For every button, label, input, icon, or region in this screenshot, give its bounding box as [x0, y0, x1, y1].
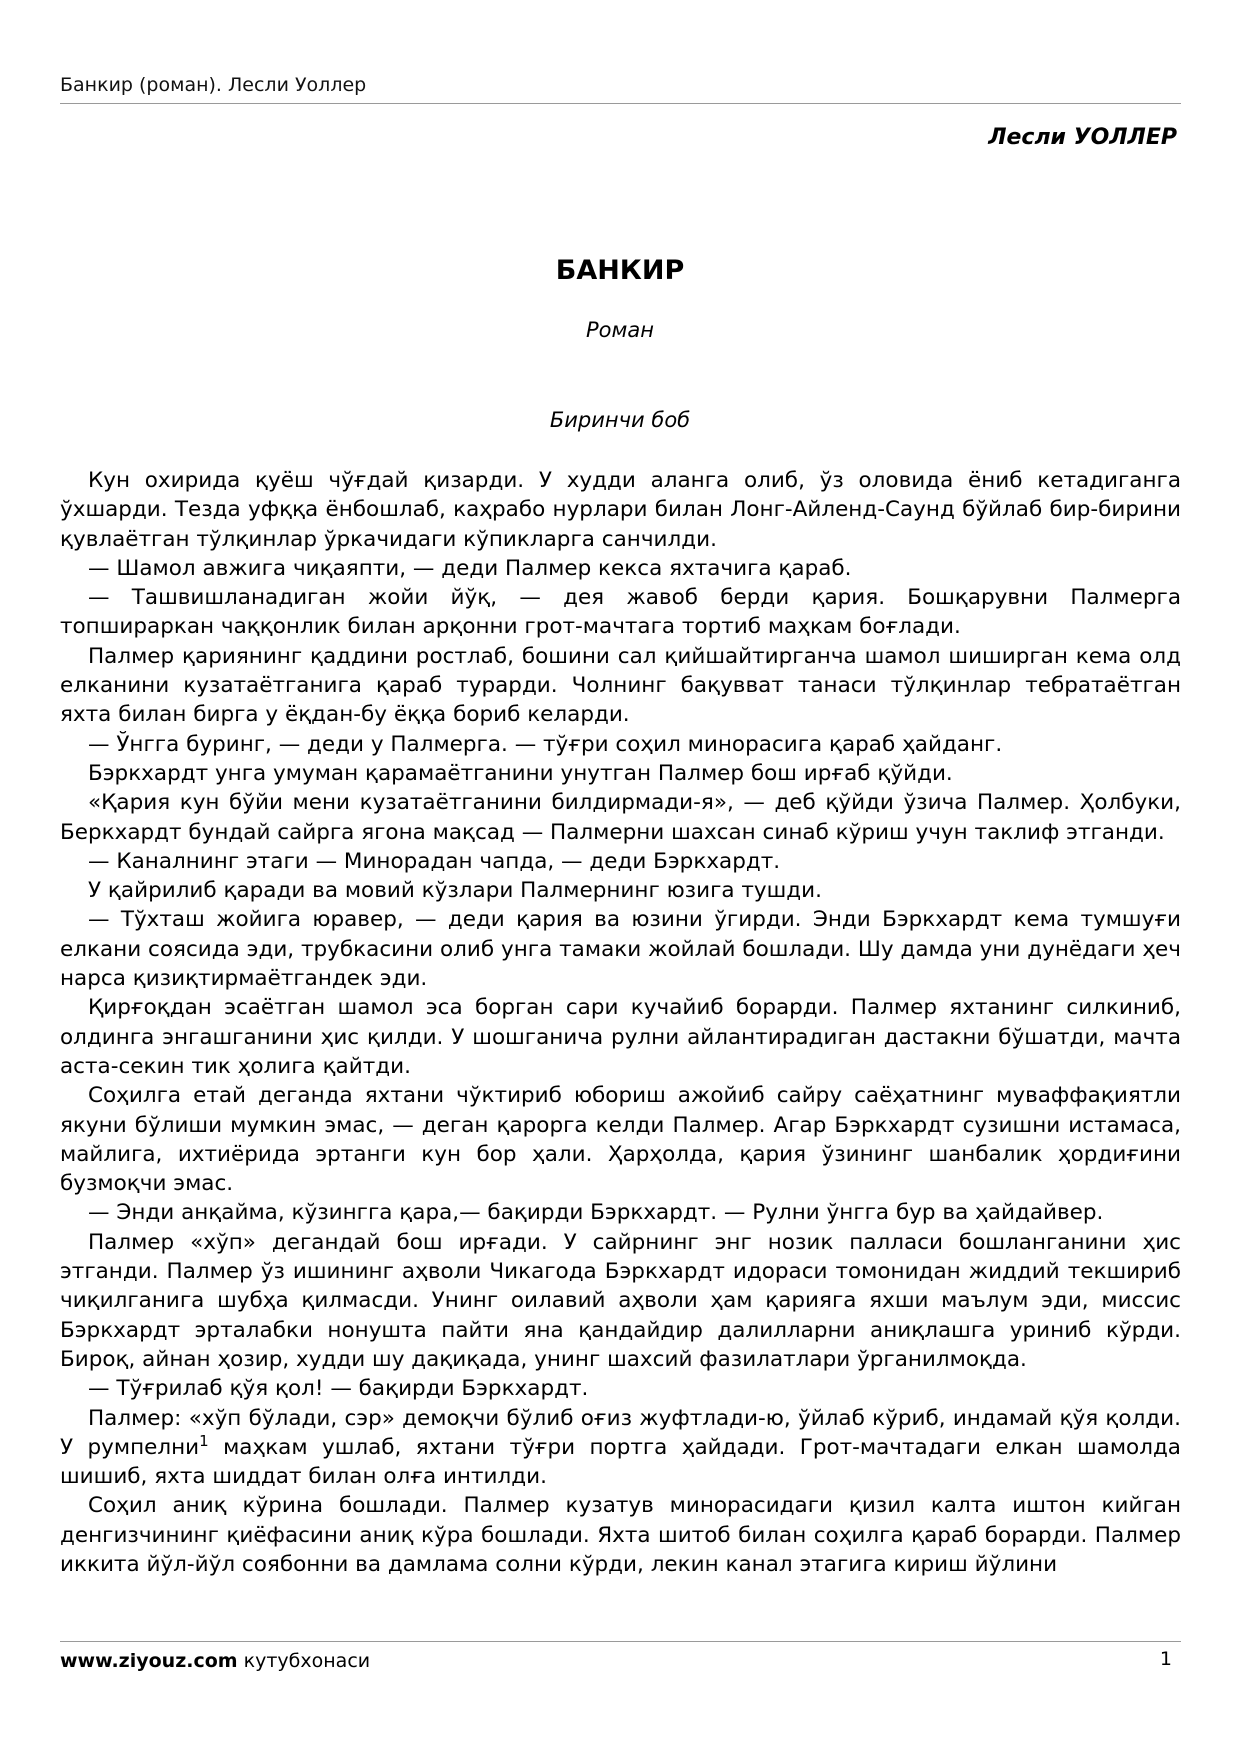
page-number: 1: [1159, 1648, 1172, 1670]
paragraph-with-footnote: [60, 1404, 1181, 1492]
genre-label: Роман: [586, 318, 654, 342]
paragraph: — Тўғрилаб қўя қол! — бақирди Бэркхардт.: [88, 1376, 589, 1402]
paragraph-text: маҳкам ушлаб, яхтани тўғри портга ҳайдади. Грот-мачтадаги елкан шамолда шишиб, яхта шиддат билан олға интилди.: [60, 1434, 1181, 1490]
footnote-mark[interactable]: 1: [199, 1431, 209, 1450]
chapter-heading: Биринчи боб: [549, 408, 691, 432]
paragraph: — Ўнгга буринг, — деди у Палмерга. — тўғри соҳил минорасига қараб ҳайданг.: [88, 731, 1003, 757]
paragraph: Кун охирида қуёш чўғдай қизарди. У худди аланга олиб, ўз оловида ёниб кетадиганга ўхшарди. Тезда уфққа ёнбошлаб, каҳрабо нурлари билан Лонг-Айленд-Саунд бўйлаб бир-бирини қувлаётган тўлқинлар ўркачидаги кўпикларга санчилди.: [60, 468, 1181, 552]
paragraph: Соҳил аниқ кўрина бошлади. Палмер кузатув минорасидаги қизил калта иштон кийган денгизчининг қиёфасини аниқ кўра бошлади. Яхта шитоб билан соҳилга қараб борарди. Палмер иккита йўл-йўл соябонни ва дамлама солни кўрди, лекин канал этагига кириш йўлини: [60, 1493, 1181, 1577]
paragraph: Соҳилга етай деганда яхтани чўктириб юбориш ажойиб сайру саёҳатнинг муваффақиятли якуни бўлиши мумкин эмас, — деган қарорга келди Палмер. Агар Бэркхардт сузишни истамаса, майлига, ихтиёрида эртанги кун бор ҳали. Ҳарҳолда, қария ўзининг шанбалик ҳордиғини бузмоқчи эмас.: [60, 1083, 1181, 1197]
site-link[interactable]: www.ziyouz.com: [60, 1650, 238, 1672]
paragraph: — Ташвишланадиган жойи йўқ, — дея жавоб берди қария. Бошқарувни Палмерга топшираркан чаққонлик билан арқонни грот-мачтага тортиб маҳкам боғлади.: [60, 585, 1181, 640]
paragraph: Қирғоқдан эсаётган шамол эса борган сари кучайиб борарди. Палмер яхтанинг силкиниб, олдинга энгашганини ҳис қилди. У шошганича рулни айлантирадиган дастакни бўшатди, мачта аста-секин тик ҳолига қайтди.: [60, 995, 1181, 1079]
footer-divider: [60, 1641, 1181, 1642]
paragraph: Палмер «хўп» дегандай бош ирғади. У сайрнинг энг нозик палласи бошланганини ҳис этганди. Палмер ўз ишининг аҳволи Чикагода Бэркхардт идораси томонидан жиддий текшириб чиқилганига шубҳа қилмасди. Унинг оилавий аҳволи ҳам қарияга яхши маълум эди, миссис Бэркхардт эрталабки нонушта пайти яна қандайдир далилларни аниқлашга уриниб кўрди. Бироқ, айнан ҳозир, худди шу дақиқада, унинг шахсий фазилатлари ўрганилмоқда.: [60, 1229, 1181, 1372]
library-label: кутубхонаси: [237, 1650, 371, 1672]
footer-source: [60, 1650, 370, 1672]
paragraph-text: Палмер: «хўп бўлади, сэр» демоқчи бўлиб оғиз жуфтлади-ю, ўйлаб кўриб, индамай қўя қолди. У румпелни: [60, 1405, 1181, 1460]
paragraph: «Қария кун бўйи мени кузатаётганини билдирмади-я», — деб қўйди ўзича Палмер. Ҳолбуки, Беркхардт бундай сайрга ягона мақсад — Палмерни шахсан синаб кўриш учун таклиф этганди.: [60, 790, 1181, 845]
paragraph: — Энди анқайма, кўзингга қара,— бақирди Бэркхардт. — Рулни ўнгга бур ва ҳайдайвер.: [88, 1200, 1104, 1226]
paragraph: — Каналнинг этаги — Минорадан чапда, — деди Бэркхардт.: [88, 848, 781, 874]
author-name: Лесли УОЛЛЕР: [988, 125, 1177, 150]
book-title: БАНКИР: [555, 255, 685, 286]
paragraph: Палмер қариянинг қаддини ростлаб, бошини сал қийшайтирганча шамол шиширган кема олд елканини кузатаётганига қараб турарди. Чолнинг бақувват танаси тўлқинлар тебратаётган яхта билан бирга у ёқдан-бу ёққа бориб келарди.: [60, 643, 1181, 728]
header-divider: [60, 103, 1181, 104]
body-text: [60, 466, 1181, 1579]
paragraph: Бэркхардт унга умуман қарамаётганини унутган Палмер бош ирғаб қўйди.: [88, 760, 953, 786]
paragraph: — Шамол авжига чиқаяпти, — деди Палмер кекса яхтачига қараб.: [88, 555, 852, 581]
paragraph: — Тўхташ жойига юравер, — деди қария ва юзини ўгирди. Энди Бэркхардт кема тумшуғи елкани соясида эди, трубкасини олиб унга тамаки жойлай бошлади. Шу дамда уни дунёдаги ҳеч нарса қизиқтирмаётгандек эди.: [60, 907, 1181, 992]
running-header: Банкир (роман). Лесли Уоллер: [60, 74, 367, 96]
paragraph: У қайрилиб қаради ва мовий кўзлари Палмернинг юзига тушди.: [88, 878, 822, 904]
